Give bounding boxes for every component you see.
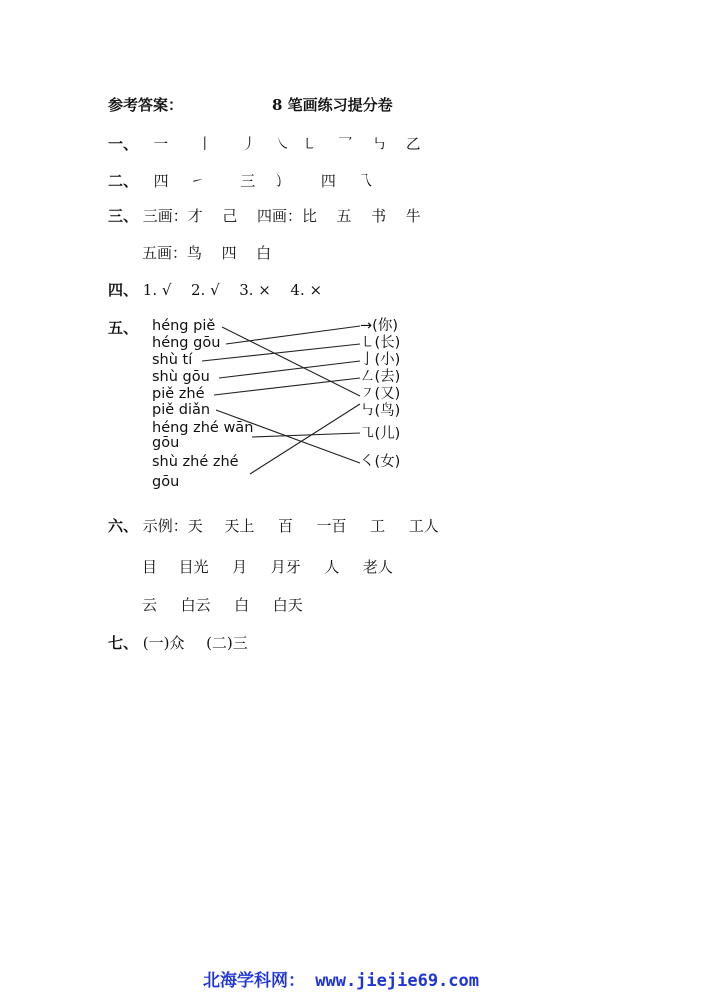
pinyin-label: shù tí [152, 352, 193, 368]
answer-text: 2. √ [191, 281, 220, 299]
stroke-answer: ㇀ [190, 174, 205, 190]
pinyin-label: héng zhé wān [152, 420, 254, 436]
stroke-answer: 一 [153, 137, 169, 153]
answer-text: (一)众 [142, 634, 185, 652]
answer-text: 三画：才 [142, 207, 203, 225]
answer-text: 书 [371, 207, 387, 225]
answer-text: 五画：鸟 [142, 244, 203, 262]
question-6 [108, 516, 439, 536]
example-char: (又) [374, 386, 401, 402]
stroke-answer: 乁 [357, 174, 372, 190]
answer-text: 白云 [180, 596, 211, 614]
answer-text: 白 [234, 596, 250, 614]
pinyin-label: piě zhé [152, 386, 205, 402]
pinyin-label: gōu [152, 474, 180, 490]
stroke-symbol: ㇄ [360, 335, 375, 351]
answer-text: 云 [142, 596, 158, 614]
match-line [252, 433, 360, 437]
pinyin-label: shù gōu [152, 369, 210, 385]
question-number: 二、 [108, 172, 139, 190]
answer-text: 4. × [290, 281, 323, 299]
stroke-symbol: ㇈ [360, 426, 375, 442]
answer-text: 工 [370, 517, 386, 535]
question-number: 三、 [108, 207, 139, 225]
match-line [202, 344, 360, 361]
pinyin-label: shù zhé zhé [152, 454, 239, 470]
stroke-symbol: 亅 [360, 352, 375, 368]
example-char: (鸟) [374, 403, 401, 419]
page-title: 8 笔画练习提分卷 [272, 96, 393, 114]
example-char: (你) [372, 318, 398, 334]
answer-label: 参考答案： [108, 96, 184, 114]
answer-text: 月 [232, 558, 248, 576]
question-number: 四、 [108, 281, 139, 299]
stroke-symbol: ㇛ [360, 454, 375, 470]
answer-text: 人 [324, 558, 340, 576]
stroke-symbol: ㇜ [360, 369, 375, 385]
pinyin-label: héng piě [152, 318, 216, 334]
answer-char: 四 [153, 172, 169, 190]
stroke-answer: 乙 [406, 137, 421, 153]
stroke-answer: ㇉ [371, 137, 387, 153]
match-line [250, 404, 360, 474]
stroke-answer: 丨 [197, 137, 213, 153]
match-line [226, 326, 360, 344]
stroke-answer: ㇄ [301, 137, 317, 153]
question-6-row2 [142, 557, 393, 577]
pinyin-label: héng gōu [152, 335, 221, 351]
example-char: (长) [374, 335, 401, 351]
answer-text: 四 [221, 244, 237, 262]
question-number: 一、 [108, 135, 139, 153]
answer-text: 百 [277, 517, 293, 535]
question-number: 五、 [108, 319, 139, 337]
question-7 [108, 633, 248, 653]
answer-text: 工人 [408, 517, 439, 535]
answer-text: 五 [336, 207, 352, 225]
stroke-symbol: ㇇ [360, 386, 375, 402]
answer-text: 己 [222, 207, 238, 225]
pinyin-label: piě diǎn [152, 402, 211, 418]
answer-text: 目光 [178, 558, 209, 576]
question-number: 六、 [108, 517, 139, 535]
answer-text: 示例：天 [142, 517, 203, 535]
answer-text: 白 [256, 244, 272, 262]
stroke-answer: ㇏ [275, 137, 291, 153]
answer-text: 1. √ [142, 281, 172, 299]
example-char: (女) [374, 454, 401, 470]
pinyin-label: gōu [152, 435, 180, 451]
example-char: (小) [374, 352, 401, 368]
footer-site-link[interactable]: 北海学科网： www.jiejie69.com [203, 971, 479, 991]
answer-text: 老人 [362, 558, 393, 576]
answer-text: (二)三 [206, 634, 248, 652]
answer-char: 四 [320, 172, 336, 190]
answer-char: 三 [240, 172, 256, 190]
answer-text: 月牙 [270, 558, 301, 576]
match-line [214, 378, 360, 395]
question-number: 七、 [108, 634, 139, 652]
answer-text: 3. × [239, 281, 271, 299]
stroke-answer: ㇁ [270, 174, 286, 190]
answer-text: 牛 [405, 207, 421, 225]
example-char: (去) [374, 369, 401, 385]
answer-text: 四画：比 [256, 207, 317, 225]
example-char: (儿) [374, 426, 401, 442]
stroke-answer: 丿 [241, 137, 257, 153]
question-6-row3 [142, 595, 303, 615]
answer-text: 一百 [316, 517, 347, 535]
answer-text: 目 [142, 558, 158, 576]
match-line [219, 361, 360, 378]
stroke-symbol: ㇉ [360, 403, 375, 419]
stroke-answer: 乛 [337, 137, 353, 153]
answer-text: 白天 [272, 596, 303, 614]
answer-text: 天上 [224, 517, 255, 535]
stroke-symbol: → [360, 318, 373, 334]
